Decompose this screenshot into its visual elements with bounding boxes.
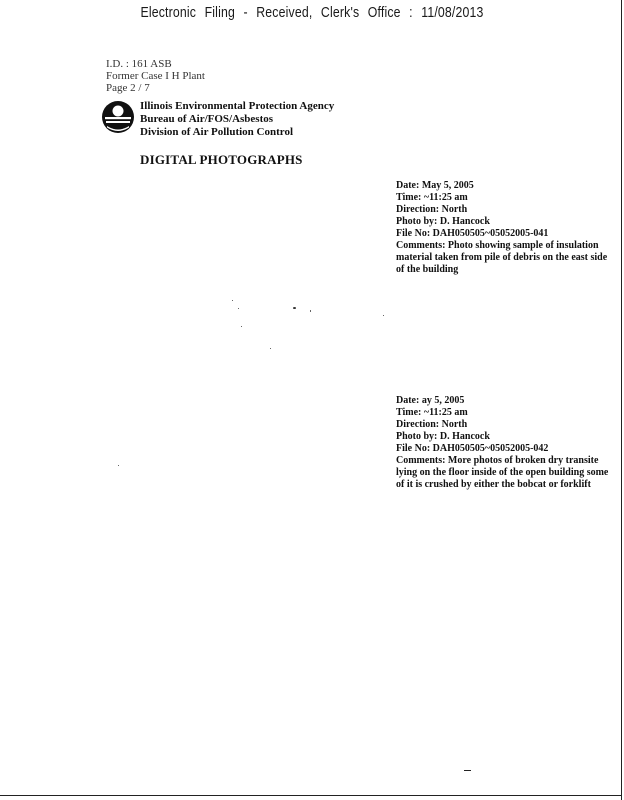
agency-division: Division of Air Pollution Control [140,126,294,138]
photo-2-image [108,395,388,565]
reference-page: Page 2 / 7 [106,82,150,94]
agency-name: Illinois Environmental Protection Agency [140,100,335,112]
photo-2-speck [118,465,119,466]
photo-2-file-number: File No: DAH050505~05052005-042 [396,443,549,454]
photo-1-speck [293,307,296,309]
scan-border-right [621,0,622,800]
photo-1-file-number: File No: DAH050505~05052005-041 [396,228,549,239]
photo-2-direction: Direction: North [396,419,468,430]
photo-1-speck [241,326,242,327]
photo-2-time: Time: ~11:25 am [396,407,468,418]
agency-bureau: Bureau of Air/FOS/Asbestos [140,113,274,125]
photo-2-details [396,395,610,491]
document-title: DIGITAL PHOTOGRAPHS [140,152,303,167]
photo-2-comments: Comments: More photos of broken dry transite lying on the floor inside of the open building some of it is crushed by either the bobcat or forklift [396,455,609,490]
photo-1-date: Date: May 5, 2005 [396,180,474,191]
photo-1-speck [232,300,233,301]
photo-1-speck [383,315,384,316]
reference-site: Former Case I H Plant [106,70,205,82]
reference-id: I.D. : 161 ASB [106,58,172,70]
reference-block [106,58,205,94]
photo-2-date: Date: ay 5, 2005 [396,395,465,406]
footer-mark [464,770,471,771]
scan-border-bottom [0,795,622,796]
illinois-epa-logo-icon [101,100,135,134]
filing-stamp: Electronic Filing - Received, Clerk's Office : 11/08/2013 [140,4,484,21]
photo-1-photographer: Photo by: D. Hancock [396,216,490,227]
photo-1-speck [310,310,311,312]
photo-1-direction: Direction: North [396,204,468,215]
photo-1-speck [238,308,239,309]
photo-1-time: Time: ~11:25 am [396,192,468,203]
photo-1-details [396,180,610,276]
photo-2-photographer: Photo by: D. Hancock [396,431,490,442]
photo-1-comments: Comments: Photo showing sample of insulation material taken from pile of debris on the east side of the building [396,240,608,275]
photo-1-image [108,210,388,380]
photo-1-speck [270,348,271,349]
agency-block [140,100,334,139]
